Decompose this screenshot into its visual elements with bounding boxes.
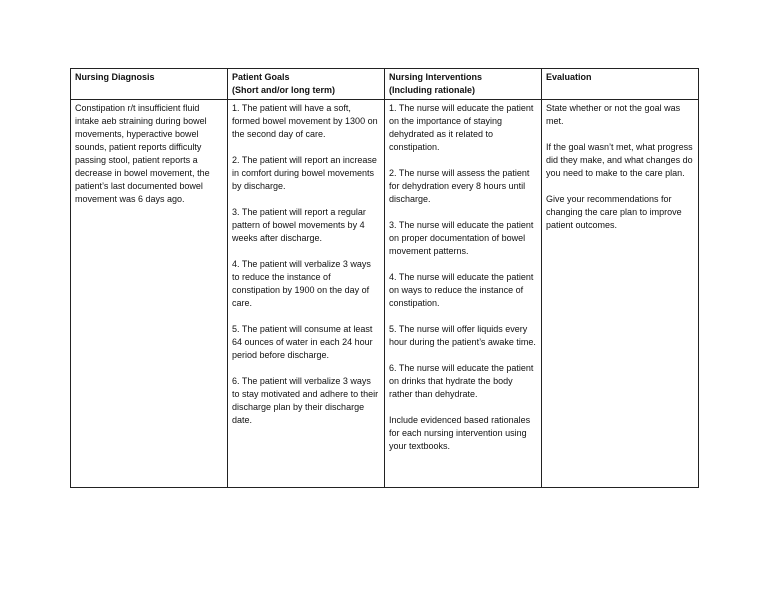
header-patient-goals	[228, 69, 385, 100]
intervention-item: 2. The nurse will assess the patient for dehydration every 8 hours until discharge.	[389, 168, 530, 204]
header-nursing-interventions	[385, 69, 542, 100]
header-interventions-line-1: Nursing Interventions	[389, 72, 483, 82]
intervention-item: 1. The nurse will educate the patient on the importance of staying dehydrated as it related to constipation.	[389, 103, 534, 152]
intervention-item: 3. The nurse will educate the patient on proper documentation of bowel movement patterns.	[389, 220, 534, 256]
header-row	[71, 69, 699, 100]
interventions-cell	[385, 100, 542, 488]
intervention-note: Include evidenced based rationales for each nursing intervention using your textbooks.	[389, 415, 531, 451]
header-diagnosis-line-1: Nursing Diagnosis	[75, 72, 155, 82]
evaluation-item: If the goal wasn’t met, what progress did they make, and what changes do you need to make to the care plan.	[546, 142, 693, 178]
intervention-item: 5. The nurse will offer liquids every hour during the patient’s awake time.	[389, 324, 536, 347]
content-row	[71, 100, 699, 488]
goals-cell	[228, 100, 385, 488]
goal-item: 5. The patient will consume at least 64 ounces of water in each 24 hour period before discharge.	[232, 324, 373, 360]
goal-item: 2. The patient will report an increase in comfort during bowel movements by discharge.	[232, 155, 377, 191]
goal-item: 3. The patient will report a regular pattern of bowel movements by 4 weeks after discharge.	[232, 207, 366, 243]
goal-item: 4. The patient will verbalize 3 ways to reduce the instance of constipation by 1900 on the day of care.	[232, 259, 371, 308]
intervention-item: 6. The nurse will educate the patient on drinks that hydrate the body rather than dehydrate.	[389, 363, 534, 399]
diagnosis-cell	[71, 100, 228, 488]
goal-item: 6. The patient will verbalize 3 ways to stay motivated and adhere to their discharge plan by their discharge date.	[232, 376, 379, 425]
header-goals-line-1: Patient Goals	[232, 72, 290, 82]
care-plan-table	[70, 68, 699, 488]
header-goals-line-2: (Short and/or long term)	[232, 85, 335, 95]
evaluation-cell	[542, 100, 699, 488]
header-evaluation-line-1: Evaluation	[546, 72, 592, 82]
evaluation-item: State whether or not the goal was met.	[546, 103, 681, 126]
diagnosis-text: Constipation r/t insufficient fluid intake aeb straining during bowel movements, hyperactive bowel sounds, patient reports difficulty passing stool, patient reports a decrease in bowel movement, the patient’s last documented bowel movement was 6 days ago.	[75, 103, 210, 204]
header-interventions-line-2: (Including rationale)	[389, 85, 476, 95]
intervention-item: 4. The nurse will educate the patient on ways to reduce the instance of constipation.	[389, 272, 534, 308]
header-evaluation	[542, 69, 699, 100]
header-nursing-diagnosis	[71, 69, 228, 100]
goal-item: 1. The patient will have a soft, formed bowel movement by 1300 on the second day of care.	[232, 103, 378, 139]
evaluation-item: Give your recommendations for changing the care plan to improve patient outcomes.	[546, 194, 682, 230]
